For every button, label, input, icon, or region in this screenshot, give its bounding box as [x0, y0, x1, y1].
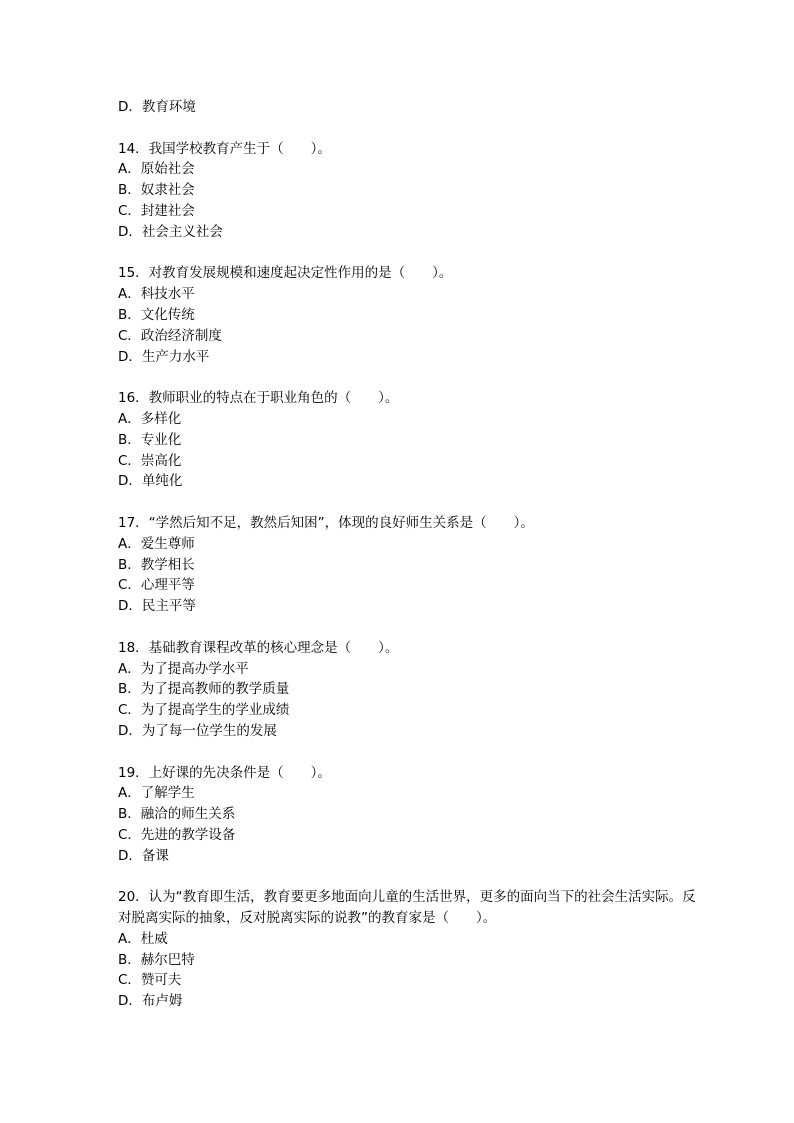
option-line: D．备课: [118, 847, 169, 864]
option-line: C．崇高化: [118, 452, 182, 469]
option-line: B．专业化: [118, 431, 182, 448]
option-line: A．杜威: [118, 930, 168, 947]
option-line: B．奴隶社会: [118, 182, 195, 199]
option-line: C．政治经济制度: [118, 327, 222, 344]
option-line: B．教学相长: [118, 556, 195, 573]
option-line: D．单纯化: [118, 473, 183, 490]
question-stem: 14．我国学校教育产生于（ ）。: [118, 140, 331, 157]
option-line: D．布卢姆: [118, 993, 183, 1010]
option-line: B．为了提高教师的教学质量: [118, 681, 290, 698]
option-line: A．了解学生: [118, 785, 195, 802]
option-line: A．为了提高办学水平: [118, 660, 249, 677]
option-line: D．教育环境: [118, 99, 196, 115]
question-block: [118, 263, 708, 367]
option-line: A．原始社会: [118, 161, 195, 178]
option-line: B．赫尔巴特: [118, 951, 195, 968]
option-line: D．民主平等: [118, 598, 196, 615]
option-line: C．先进的教学设备: [118, 826, 236, 843]
question-block: [118, 513, 708, 617]
question-stem: 20．认为“教育即生活，教育要更多地面向儿童的生活世界，更多的面向当下的社会生活实际。反对脱离实际的抽象，反对脱离实际的说教”的教育家是（ ）。: [118, 889, 696, 927]
question-stem: 18．基础教育课程改革的核心理念是（ ）。: [118, 639, 399, 656]
option-line: C．封建社会: [118, 202, 195, 219]
question-stem: 15．对教育发展规模和速度起决定性作用的是（ ）。: [118, 265, 453, 282]
question-stem: 19．上好课的先决条件是（ ）。: [118, 764, 331, 781]
option-line: B．融洽的师生关系: [118, 806, 236, 823]
option-line: A．科技水平: [118, 286, 195, 303]
question-block: [118, 763, 708, 867]
option-line: D．为了每一位学生的发展: [118, 722, 277, 739]
option-line: A．多样化: [118, 410, 182, 427]
question-stem: 17．“学然后知不足，教然后知困”，体现的良好师生关系是（ ）。: [118, 514, 534, 531]
option-line: C．心理平等: [118, 577, 195, 594]
question-block: [118, 887, 708, 1012]
question-block: [118, 139, 708, 243]
option-line: D．生产力水平: [118, 348, 210, 365]
question-block: [118, 388, 708, 492]
question-block: [118, 638, 708, 742]
question-stem: 16．教师职业的特点在于职业角色的（ ）。: [118, 390, 399, 407]
option-line: B．文化传统: [118, 306, 195, 323]
document-page: [118, 97, 708, 1012]
option-line: C．为了提高学生的学业成绩: [118, 702, 290, 719]
option-line: A．爱生尊师: [118, 535, 195, 552]
option-line: C．赞可夫: [118, 972, 182, 989]
option-line: D．社会主义社会: [118, 223, 223, 240]
